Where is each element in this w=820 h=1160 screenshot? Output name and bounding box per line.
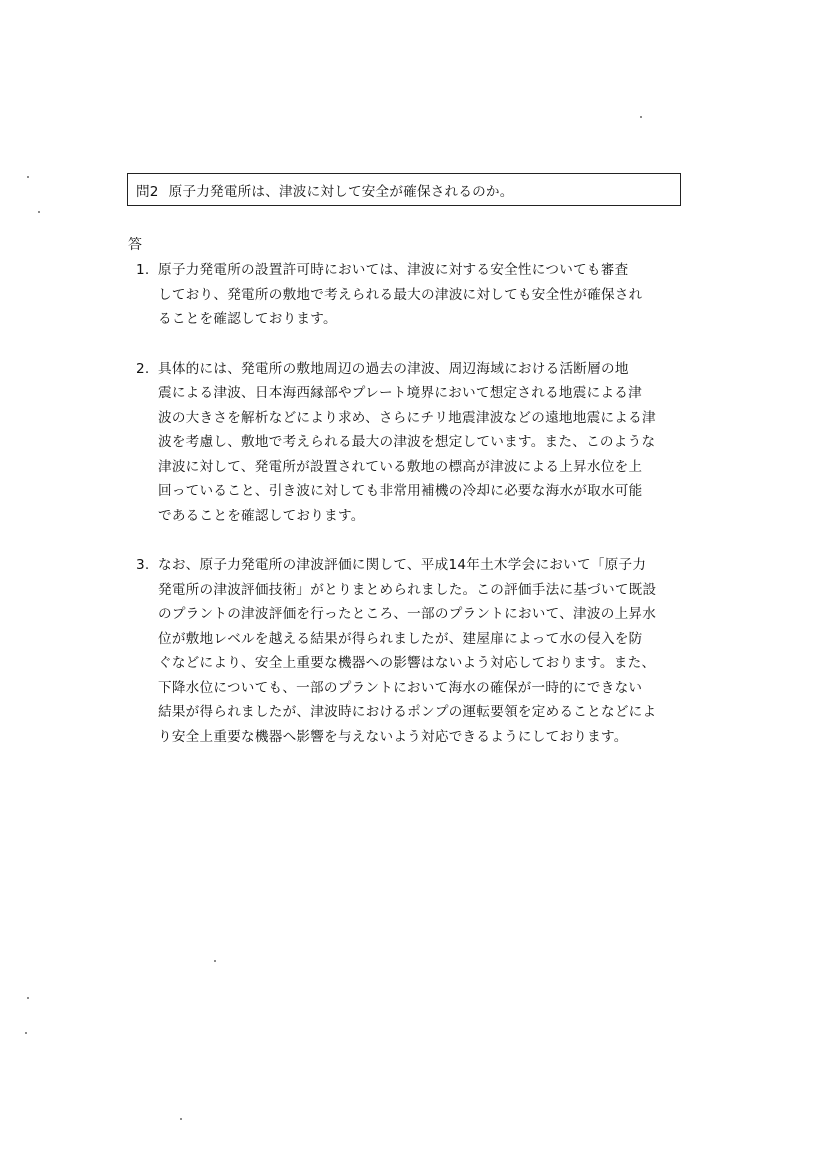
answer-label: 答 — [128, 237, 142, 253]
answer-line: 震による津波、日本海西縁部やプレート境界において想定される地震による津 — [158, 385, 642, 401]
question-text: 原子力発電所は、津波に対して安全が確保されるのか。 — [168, 183, 514, 200]
answer-line: 位が敷地レベルを越える結果が得られましたが、建屋扉によって水の侵入を防 — [158, 630, 643, 647]
answer-line: 津波に対して、発電所が設置されている敷地の標高が津波による上昇水位を上 — [158, 458, 643, 475]
answer-line: なお、原子力発電所の津波評価に関して、平成14年土木学会において「原子力 — [158, 557, 647, 573]
answer-line: 下降水位についても、一部のプラントにおいて海水の確保が一時的にできない — [158, 679, 643, 696]
scan-speck — [180, 1118, 182, 1120]
scan-speck — [27, 176, 29, 178]
answer-list — [136, 258, 696, 774]
answer-line: 原子力発電所の設置許可時においては、津波に対する安全性についても審査 — [158, 262, 629, 278]
answer-line: 回っていること、引き波に対しても非常用補機の冷却に必要な海水が取水可能 — [158, 483, 643, 499]
answer-item-3 — [136, 553, 696, 749]
answer-line: ぐなどにより、安全上重要な機器への影響はないよう対応しております。また、 — [158, 655, 656, 671]
answer-line: 発電所の津波評価技術」がとりまとめられました。この評価手法に基づいて既設 — [158, 581, 657, 598]
answer-item-2 — [136, 357, 696, 529]
answer-line: のプラントの津波評価を行ったところ、一部のプラントにおいて、津波の上昇水 — [158, 606, 657, 622]
scan-speck — [27, 997, 29, 999]
answer-line: であることを確認しております。 — [158, 507, 365, 524]
answer-item-number: 3. — [136, 557, 150, 573]
answer-item-1 — [136, 258, 696, 332]
scan-speck — [38, 211, 40, 213]
scan-speck — [214, 960, 216, 962]
question-box — [127, 173, 681, 206]
answer-line: しており、発電所の敷地で考えられる最大の津波に対しても安全性が確保され — [158, 286, 643, 303]
question-label: 問2 — [136, 183, 159, 200]
answer-line: り安全上重要な機器へ影響を与えないよう対応できるようにしております。 — [158, 728, 628, 745]
answer-item-number: 2. — [136, 360, 150, 377]
answer-line: ることを確認しております。 — [158, 311, 337, 327]
answer-line: 具体的には、発電所の敷地周辺の過去の津波、周辺海域における活断層の地 — [158, 360, 629, 377]
answer-line: 波を考慮し、敷地で考えられる最大の津波を想定しています。また、このような — [158, 434, 656, 450]
answer-item-number: 1. — [136, 262, 150, 278]
scan-speck — [25, 1032, 27, 1034]
answer-line: 波の大きさを解析などにより求め、さらにチリ地震津波などの遠地地震による津 — [158, 409, 656, 426]
scan-speck — [640, 116, 642, 118]
answer-line: 結果が得られましたが、津波時におけるポンプの運転要領を定めることなどによ — [158, 704, 657, 720]
